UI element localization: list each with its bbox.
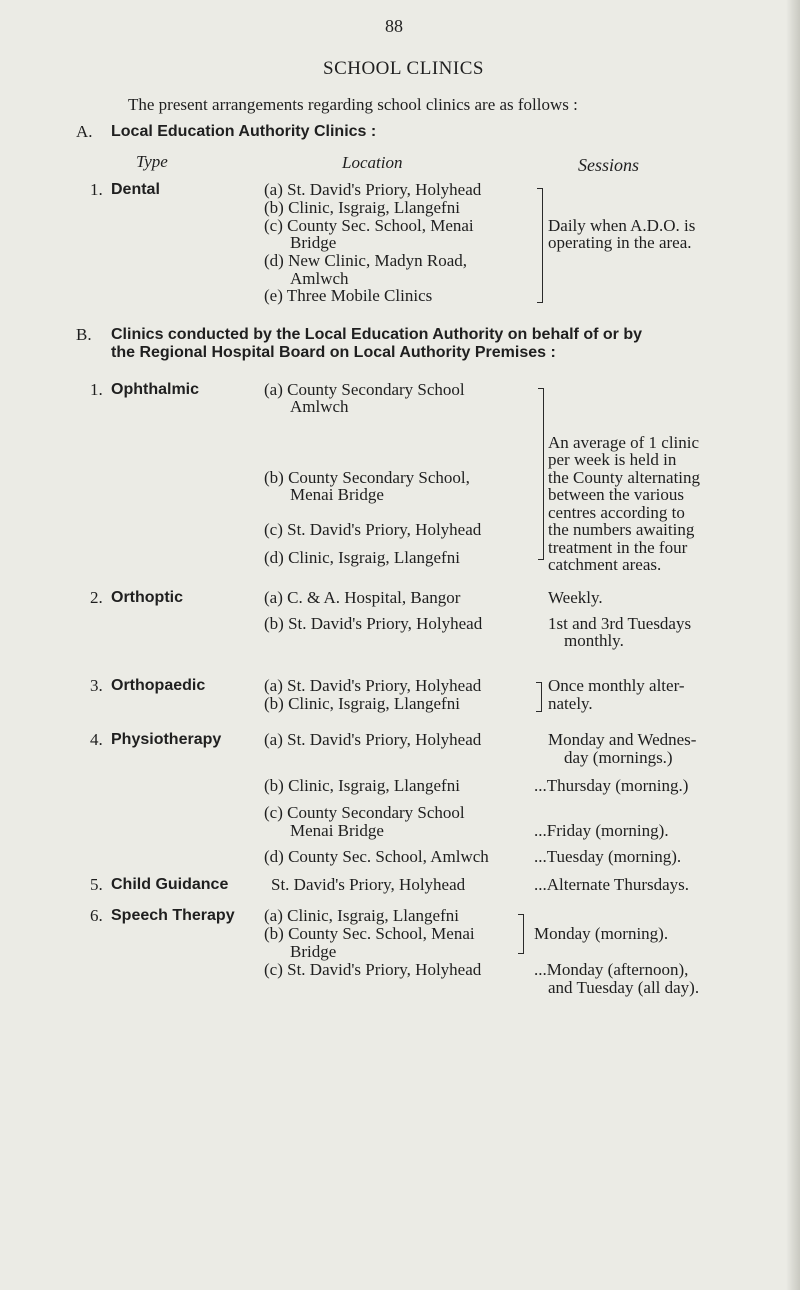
location-line: Bridge bbox=[290, 233, 337, 252]
clinic-type-ophthalmic: Ophthalmic bbox=[111, 381, 200, 398]
sessions-text: 1st and 3rd Tuesdays bbox=[548, 614, 692, 633]
sessions-text: ...Monday (afternoon), bbox=[534, 960, 689, 979]
location-line: St. David's Priory, Holyhead bbox=[271, 875, 466, 894]
sessions-text: nately. bbox=[548, 694, 593, 713]
sessions-text: Daily when A.D.O. is bbox=[548, 216, 696, 235]
clinic-type-child-guidance: Child Guidance bbox=[111, 876, 229, 893]
clinic-type-orthoptic: Orthoptic bbox=[111, 589, 183, 606]
location-line: (d) Clinic, Isgraig, Llangefni bbox=[264, 548, 460, 567]
page-edge-shadow bbox=[786, 0, 800, 1290]
section-b-letter: B. bbox=[76, 325, 92, 344]
location-line: (c) St. David's Priory, Holyhead bbox=[264, 960, 482, 979]
section-b-heading: Clinics conducted by the Local Education Authority on behalf of or by bbox=[111, 326, 642, 343]
clinic-type-speech-therapy: Speech Therapy bbox=[111, 907, 235, 924]
location-line: (c) St. David's Priory, Holyhead bbox=[264, 520, 482, 539]
location-line: (d) County Sec. School, Amlwch bbox=[264, 847, 489, 866]
sessions-text: Weekly. bbox=[548, 588, 603, 607]
item-number: 1. bbox=[90, 380, 103, 399]
location-line: (b) St. David's Priory, Holyhead bbox=[264, 614, 483, 633]
sessions-text: per week is held in bbox=[548, 450, 677, 469]
sessions-text: operating in the area. bbox=[548, 233, 692, 252]
location-line: Amlwch bbox=[290, 397, 349, 416]
sessions-text: between the various bbox=[548, 485, 684, 504]
location-line: Menai Bridge bbox=[290, 821, 384, 840]
sessions-text: and Tuesday (all day). bbox=[548, 978, 700, 997]
column-header-location: Location bbox=[342, 153, 403, 172]
location-line: (d) New Clinic, Madyn Road, bbox=[264, 251, 468, 270]
sessions-text: ...Tuesday (morning). bbox=[534, 847, 682, 866]
sessions-text: ...Alternate Thursdays. bbox=[534, 875, 690, 894]
location-line: (e) Three Mobile Clinics bbox=[264, 286, 433, 305]
sessions-text: the numbers awaiting bbox=[548, 520, 695, 539]
location-line: (a) St. David's Priory, Holyhead bbox=[264, 180, 482, 199]
location-line: Bridge bbox=[290, 942, 337, 961]
item-number: 1. bbox=[90, 180, 103, 199]
clinic-type-orthopaedic: Orthopaedic bbox=[111, 677, 206, 694]
page-title: SCHOOL CLINICS bbox=[323, 58, 484, 79]
location-line: (a) Clinic, Isgraig, Llangefni bbox=[264, 906, 459, 925]
location-line: (a) C. & A. Hospital, Bangor bbox=[264, 588, 461, 607]
column-header-sessions: Sessions bbox=[578, 155, 640, 175]
bracket bbox=[518, 914, 524, 954]
section-a-heading: Local Education Authority Clinics : bbox=[111, 123, 377, 140]
sessions-text: An average of 1 clinic bbox=[548, 433, 700, 452]
sessions-text: treatment in the four bbox=[548, 538, 688, 557]
sessions-text: Once monthly alter- bbox=[548, 676, 685, 695]
location-line: (b) Clinic, Isgraig, Llangefni bbox=[264, 776, 460, 795]
bracket bbox=[537, 388, 544, 560]
location-line: (a) St. David's Priory, Holyhead bbox=[264, 730, 482, 749]
clinic-type-physiotherapy: Physiotherapy bbox=[111, 731, 222, 748]
sessions-text: Monday and Wednes- bbox=[548, 730, 697, 749]
sessions-text: centres according to bbox=[548, 503, 685, 522]
bracket bbox=[536, 682, 542, 712]
location-line: Menai Bridge bbox=[290, 485, 384, 504]
sessions-text: the County alternating bbox=[548, 468, 701, 487]
location-line: (b) County Sec. School, Menai bbox=[264, 924, 475, 943]
item-number: 3. bbox=[90, 676, 103, 695]
section-a-letter: A. bbox=[76, 122, 93, 141]
location-line: (c) County Sec. School, Menai bbox=[264, 216, 474, 235]
intro-text: The present arrangements regarding school clinics are as follows : bbox=[128, 95, 578, 114]
page-number: 88 bbox=[385, 16, 403, 36]
sessions-text: ...Thursday (morning.) bbox=[534, 776, 689, 795]
sessions-text: day (mornings.) bbox=[564, 748, 673, 767]
bracket bbox=[536, 188, 543, 303]
location-line: (b) Clinic, Isgraig, Llangefni bbox=[264, 694, 460, 713]
item-number: 4. bbox=[90, 730, 103, 749]
item-number: 2. bbox=[90, 588, 103, 607]
location-line: (c) County Secondary School bbox=[264, 803, 465, 822]
location-line: (a) St. David's Priory, Holyhead bbox=[264, 676, 482, 695]
item-number: 5. bbox=[90, 875, 103, 894]
clinic-type-dental: Dental bbox=[111, 181, 160, 198]
sessions-text: monthly. bbox=[564, 631, 624, 650]
section-b-heading: the Regional Hospital Board on Local Authority Premises : bbox=[111, 344, 556, 361]
column-header-type: Type bbox=[136, 152, 168, 171]
location-line: Amlwch bbox=[290, 269, 349, 288]
location-line: (b) Clinic, Isgraig, Llangefni bbox=[264, 198, 460, 217]
sessions-text: Monday (morning). bbox=[534, 924, 669, 943]
sessions-text: ...Friday (morning). bbox=[534, 821, 669, 840]
location-line: (a) County Secondary School bbox=[264, 380, 465, 399]
sessions-text: catchment areas. bbox=[548, 555, 662, 574]
location-line: (b) County Secondary School, bbox=[264, 468, 470, 487]
item-number: 6. bbox=[90, 906, 103, 925]
